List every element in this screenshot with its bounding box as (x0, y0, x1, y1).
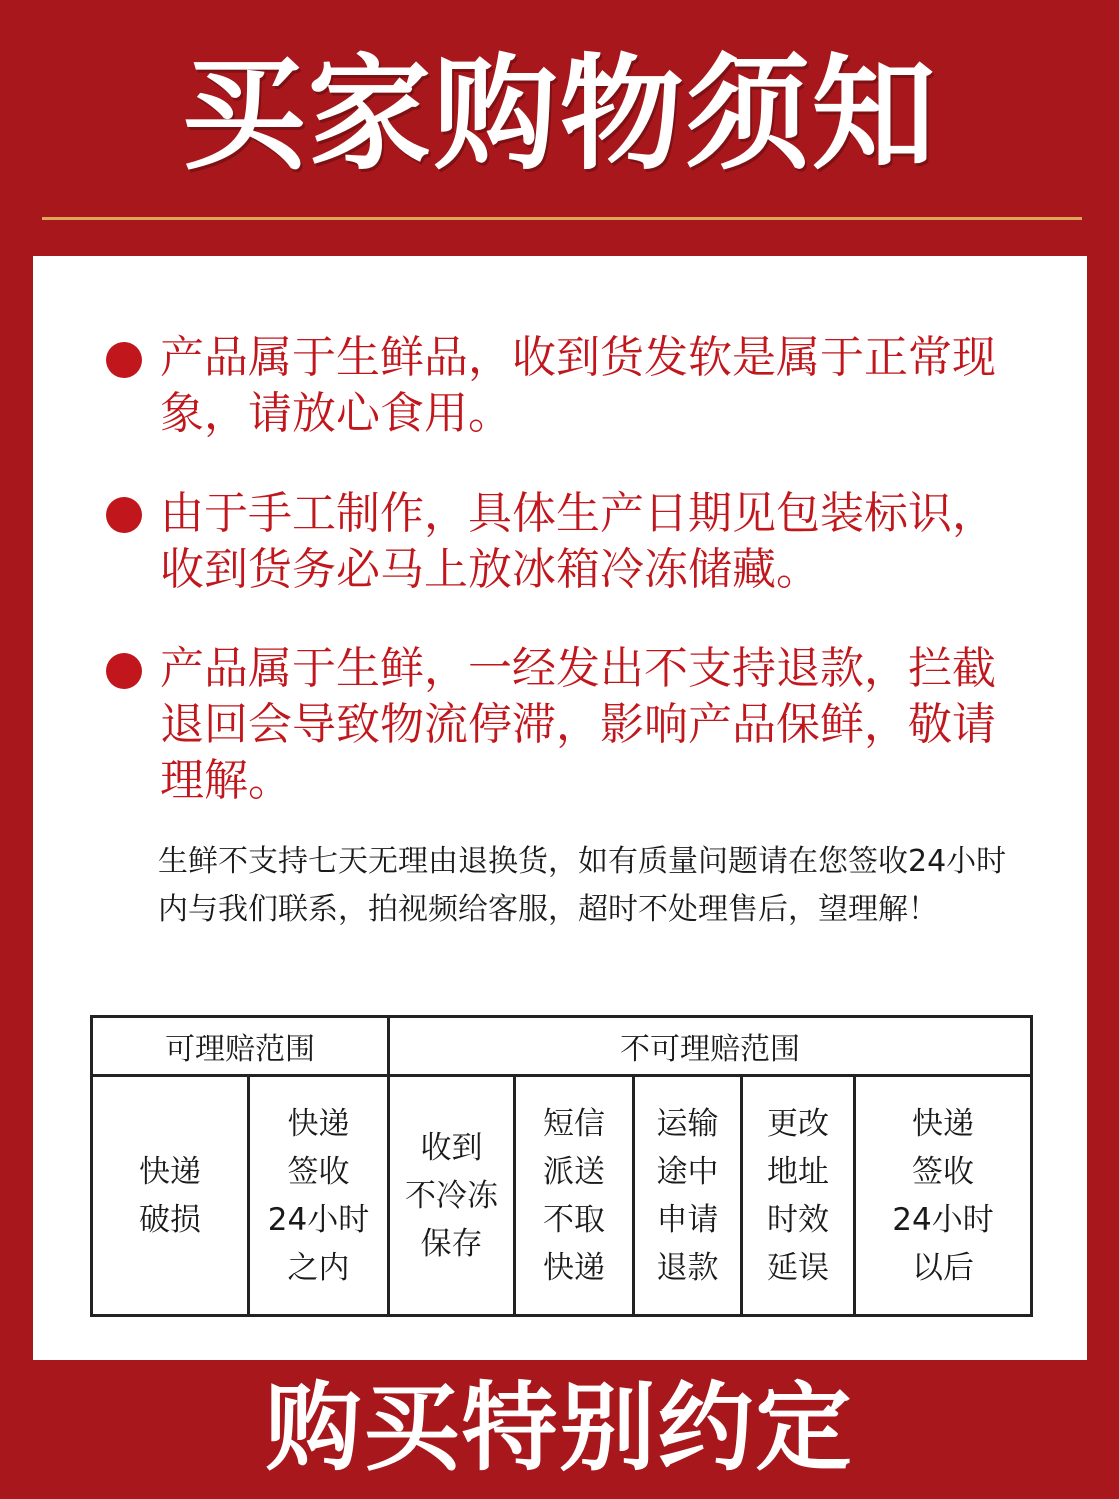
claims-table (90, 1015, 1033, 1317)
bullet-dot-icon (106, 497, 142, 533)
bullet-dot-icon (106, 653, 142, 689)
title-divider (42, 217, 1082, 220)
not-claimable-header: 不可理赔范围 (389, 1017, 1032, 1076)
notice-item-3: 产品属于生鲜，一经发出不支持退款，拦截退回会导致物流停滞，影响产品保鲜，敬请理解。 (160, 643, 996, 806)
after-sales-note: 生鲜不支持七天无理由退换货，如有质量问题请在您签收24小时内与我们联系，拍视频给客服，超时不处理售后，望理解！ (158, 844, 1007, 927)
claimable-cell: 快递 签收 24小时 之内 (249, 1076, 389, 1316)
page-title: 买家购物须知 (181, 43, 938, 187)
notice-item-2: 由于手工制作，具体生产日期见包装标识，收到货务必马上放冰箱冷冻储藏。 (160, 488, 996, 595)
not-claimable-cell: 收到 不冷冻 保存 (389, 1076, 515, 1316)
not-claimable-cell: 运输 途中 申请 退款 (634, 1076, 742, 1316)
not-claimable-cell: 短信 派送 不取 快递 (515, 1076, 634, 1316)
bullet-dot-icon (106, 342, 142, 378)
claims-table-header-row (92, 1017, 1032, 1076)
claims-table-row (92, 1076, 1032, 1316)
claimable-cell: 快递 破损 (92, 1076, 249, 1316)
not-claimable-cell: 更改 地址 时效 延误 (742, 1076, 855, 1316)
notice-item-1: 产品属于生鲜品，收到货发软是属于正常现象，请放心食用。 (160, 332, 996, 439)
footer-title: 购买特别约定 (265, 1372, 854, 1484)
not-claimable-cell: 快递 签收 24小时 以后 (855, 1076, 1032, 1316)
claimable-header: 可理赔范围 (92, 1017, 389, 1076)
